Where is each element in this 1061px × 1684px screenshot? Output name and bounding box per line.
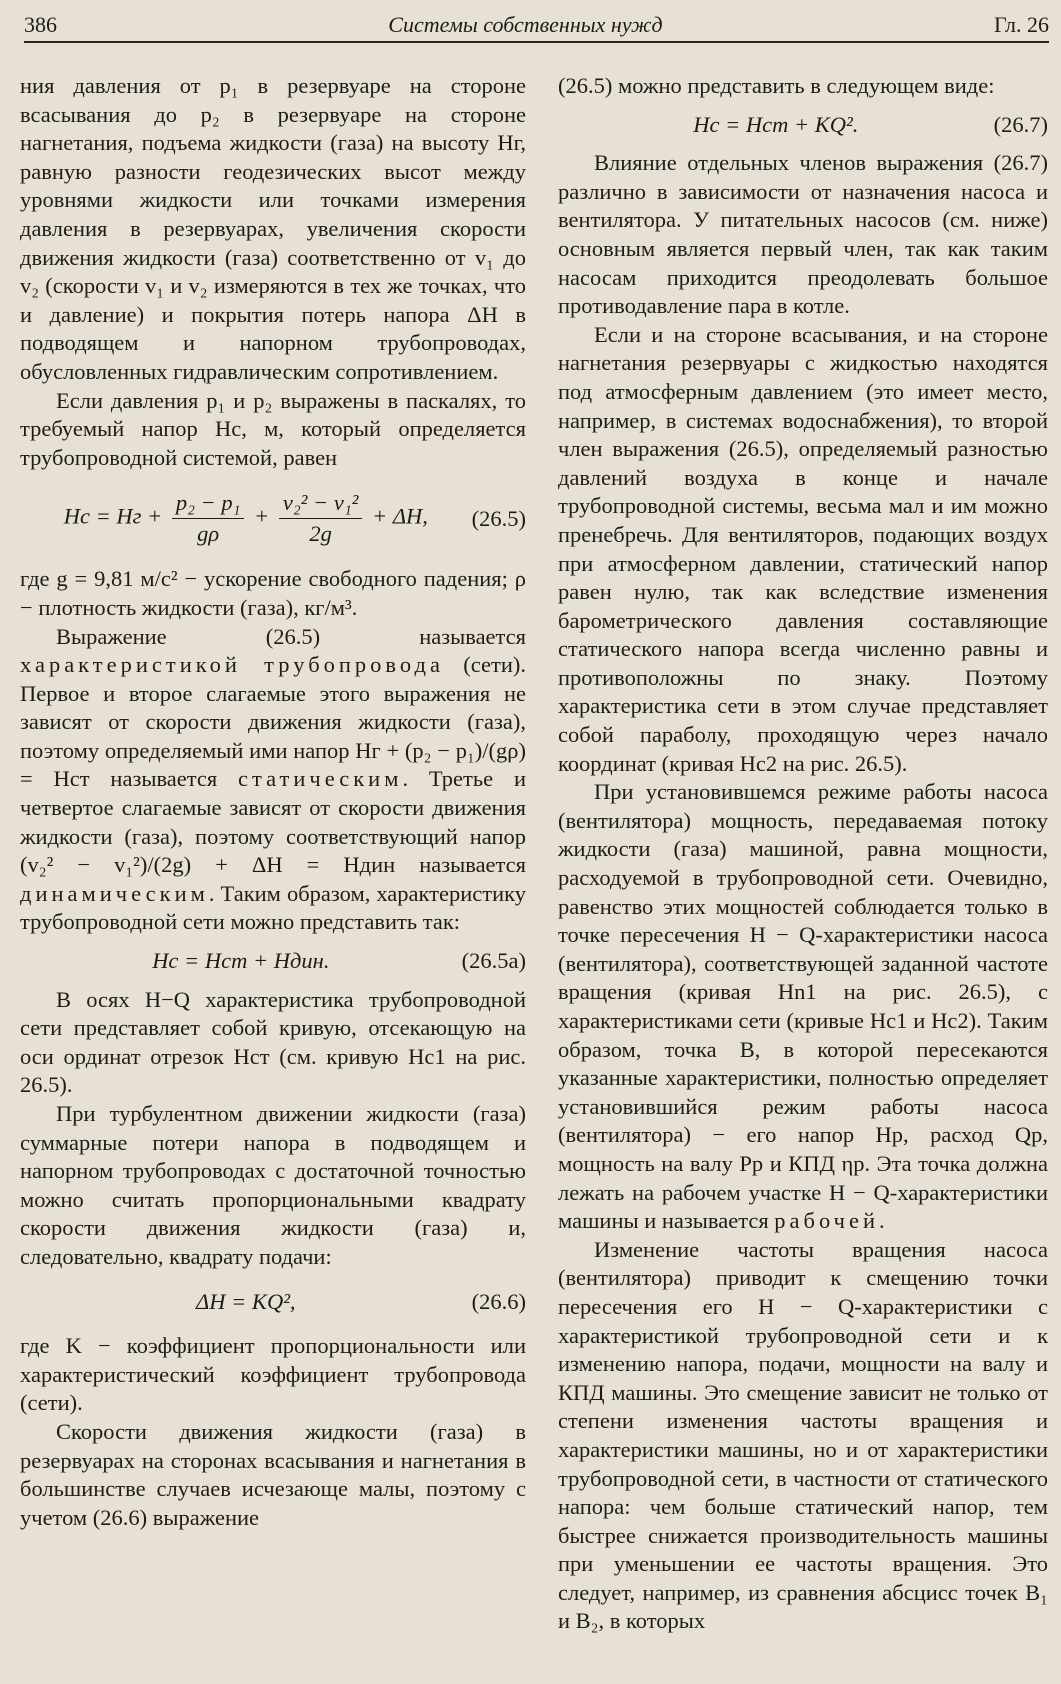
formula-tail: + ΔH,	[372, 503, 428, 529]
formula-body: Hс = Hст + Hдин.	[152, 948, 330, 974]
paragraph: ния давления от p₁ в резервуаре на стороне всасывания до p₂ в резервуаре на стороне нагнетания, подъема жидкости (газа) на высоту Hг, равную разности геодезических высот между уровнями жидкости или точками измерения давления в резервуарах, увеличения скорости движения жидкости (газа) соответственно от v₁ до v₂ (скорости v₁ и v₂ измеряются в тех же точках, что и давление) и покрытия потерь напора ΔH в подводящем и напорном трубопроводах, обусловленных гидравлическим сопротивлением.	[20, 73, 526, 384]
chapter-label: Гл. 26	[993, 12, 1049, 37]
text: .	[879, 1208, 885, 1234]
paragraph: (26.5) можно представить в следующем виде:	[558, 73, 995, 98]
fraction-numerator: v₂² − v₁²	[279, 488, 363, 519]
paragraph: Если и на стороне всасывания, и на стороне нагнетания резервуары с жидкостью находятся под атмосферным давлением (это имеет место, например, в системах водоснабжения), то второй член выражения (26.5), определяемый разностью давлений воздуха в конце и начале трубопроводной системы, весьма мал и им можно пренебречь. Для вентиляторов, подающих воздух при атмосферном давлении, статический напор равен нулю, так как вследствие изменения барометрического давления составляющие статического напора всегда численно равны и противоположны по знаку. Поэтому характеристика сети в этом случае представляет собой параболу, проходящую через начало координат (кривая Hс2 на рис. 26.5).	[558, 321, 1048, 776]
formula-plus: +	[254, 503, 270, 529]
text: . Третье и четвертое слагаемые зависят от скорости движения жидкости (газа), поэтому соответствующий напор (v₂² − v₁²)/(2g) + ΔH = Hдин называется	[20, 766, 526, 878]
fraction	[279, 488, 363, 549]
fraction	[172, 488, 245, 549]
equation-number: (26.7)	[993, 111, 1048, 137]
equation-number: (26.6)	[471, 1288, 526, 1314]
fraction-numerator: p₂ − p₁	[172, 488, 245, 519]
paragraph: Если давления p₁ и p₂ выражены в паскалях, то требуемый напор Hс, м, который определяется трубопроводной системой, равен	[20, 387, 526, 470]
equation-number: (26.5)	[471, 505, 526, 531]
paragraph: В осях H−Q характеристика трубопроводной сети представляет собой кривую, отсекающую на оси ординат отрезок Hст (см. кривую Hс1 на рис. 26.5).	[20, 986, 526, 1098]
paragraph: При турбулентном движении жидкости (газа) суммарные потери напора в подводящем и напорном трубопроводах с достаточной точностью можно считать пропорциональными квадрату скорости движения жидкости (газа) и, следовательно, квадрату подачи:	[20, 1101, 526, 1269]
formula-26-6	[20, 1288, 526, 1317]
paragraph: Влияние отдельных членов выражения (26.7) различно в зависимости от назначения насоса и вентилятора. У питательных насосов (см. ниже) основным является первый член, так как таким насосам приходится преодолевать большое противодавление пара в котле.	[558, 150, 1048, 319]
paragraph: Изменение частоты вращения насоса (вентилятора) приводит к смещению точки пересечения его H − Q-характеристики с характеристикой трубопроводной сети и к изменению напора, подачи, мощности на валу и КПД машины. Это смещение зависит не только от степени изменения частоты вращения и характеристики машины, но и от характеристики трубопроводной сети, в частности от статического напора: чем больше статический напор, тем быстрее снижается производительность машины при уменьшении ее частоты вращения. Это следует, например, из сравнения абсцисс точек B₁ и B₂, в которых	[558, 1236, 1048, 1634]
text: Выражение (26.5) называется	[56, 623, 526, 649]
running-title: Системы собственных нужд	[388, 12, 663, 37]
page-number: 386	[24, 12, 57, 37]
spaced-term: рабочей	[774, 1208, 879, 1234]
formula-26-5a	[20, 947, 526, 976]
formula-body: Hс = Hст + KQ².	[693, 111, 859, 137]
text: При установившемся режиме работы насоса (вентилятора) мощность, передаваемая потоку жидкости (газа) машиной, равна мощности, расходуемой в трубопроводной сети. Очевидно, равенство этих мощностей соблюдается только в точке пересечения H − Q-характеристики насоса (вентилятора), соответствующей заданной частоте вращения (кривая Hn1 на рис. 26.5), с характеристиками сети (кривые Hс1 и Hс2). Таким образом, точка B, в которой пересекаются указанные характеристики, полностью определяет установившийся режим работы насоса (вентилятора) − его напор Hр, расход Qр, мощность на валу Pр и КПД ηр. Эта точка должна лежать на рабочем участке H − Q-характеристики машины и называется	[558, 779, 1048, 1234]
spaced-term: динамическим	[20, 880, 209, 906]
paragraph: где K − коэффициент пропорциональности или характеристический коэффициент трубопровода (сети).	[20, 1333, 526, 1416]
formula-26-7	[558, 111, 1048, 140]
right-column	[558, 72, 1048, 1670]
fraction-denominator: 2g	[309, 521, 332, 547]
page-header	[24, 8, 1049, 43]
paragraph	[20, 623, 526, 938]
left-column	[20, 72, 526, 1670]
paragraph: где g = 9,81 м/с² − ускорение свободного падения; ρ − плотность жидкости (газа), кг/м³.	[20, 566, 526, 620]
text: . Таким образом, характеристику трубопроводной сети можно представить так:	[20, 880, 526, 935]
spaced-term: характеристикой трубопровода	[20, 652, 444, 678]
spaced-term: статическим	[238, 766, 403, 792]
text: (сети). Первое и второе слагаемые этого выражения не зависят от скорости движения жидкости (газа), поэтому определяемый ими напор Hг + (p₂ − p₁)/(gρ) = Hст называется	[20, 652, 527, 792]
formula-26-5	[20, 488, 526, 549]
formula-lhs: Hс = Hг +	[63, 503, 163, 529]
formula-body: ΔH = KQ²,	[196, 1288, 296, 1314]
fraction-denominator: gρ	[197, 521, 220, 547]
paragraph	[558, 778, 1048, 1236]
paragraph: Скорости движения жидкости (газа) в резервуарах на сторонах всасывания и нагнетания в большинстве случаев исчезающе малы, поэтому с учетом (26.6) выражение	[20, 1418, 526, 1530]
equation-number: (26.5а)	[461, 948, 526, 974]
